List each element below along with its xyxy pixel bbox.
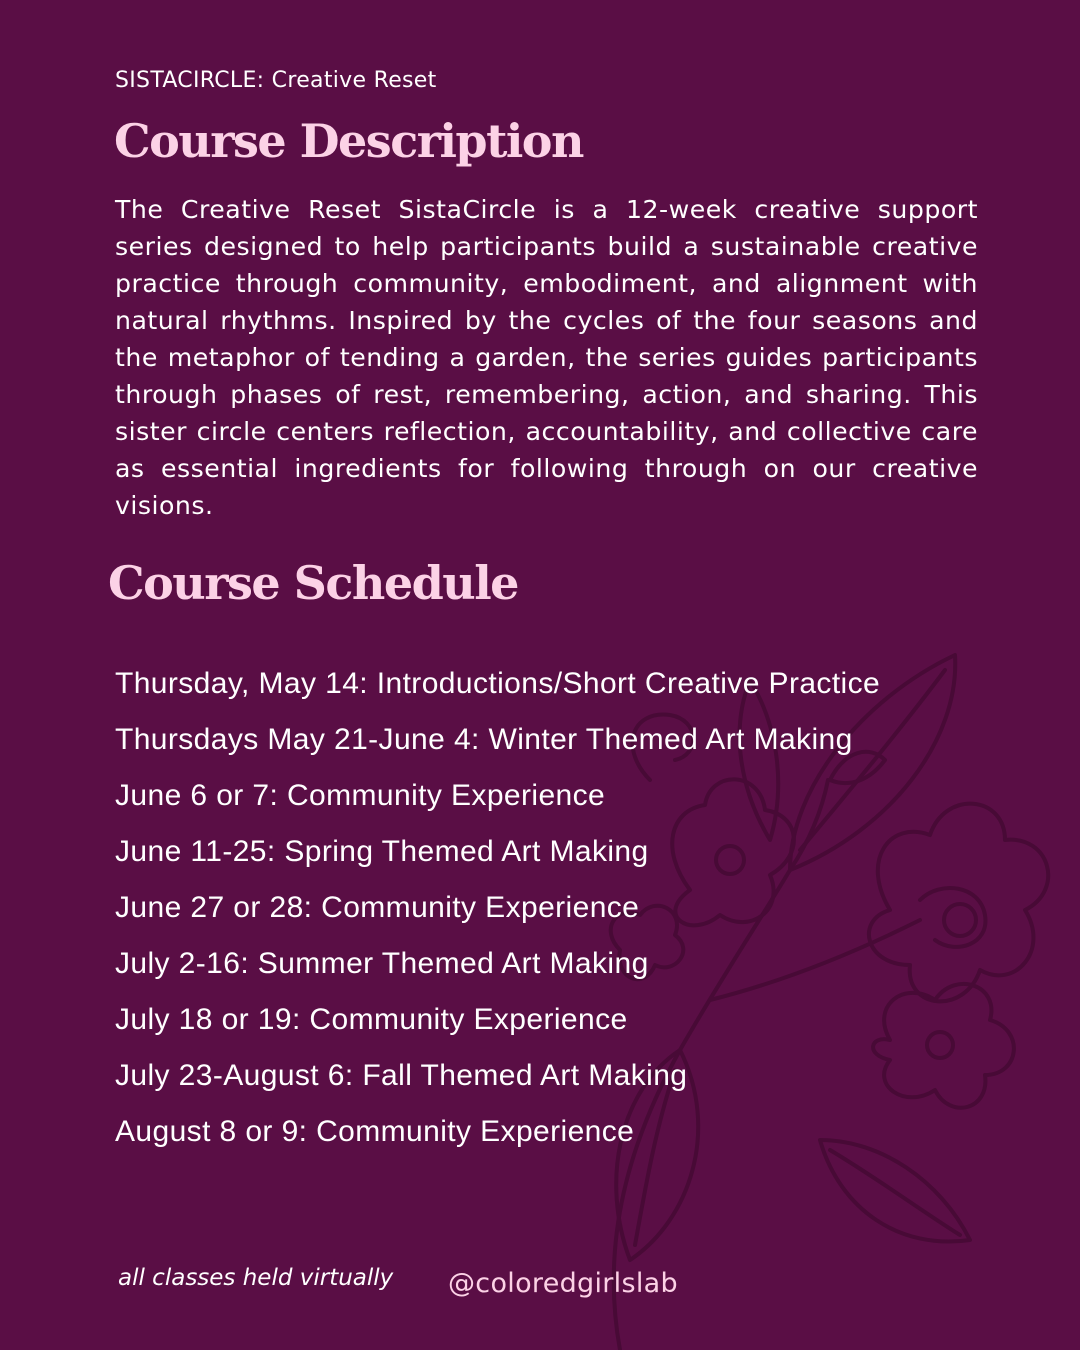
social-handle: @coloredgirlslab [448,1268,678,1299]
schedule-item: July 23-August 6: Fall Themed Art Making [115,1059,688,1092]
schedule-item: June 27 or 28: Community Experience [115,891,640,924]
schedule-item: July 2-16: Summer Themed Art Making [115,947,649,980]
schedule-item: August 8 or 9: Community Experience [115,1115,635,1148]
schedule-item: June 6 or 7: Community Experience [115,779,606,812]
virtual-classes-note: all classes held virtually [118,1265,394,1291]
course-description-title: Course Description [114,114,583,168]
schedule-item: Thursday, May 14: Introductions/Short Creative Practice [115,667,881,700]
schedule-item: June 11-25: Spring Themed Art Making [115,835,649,868]
schedule-item: Thursdays May 21-June 4: Winter Themed Art Making [115,723,853,756]
schedule-item: July 18 or 19: Community Experience [115,1003,628,1036]
course-schedule-title: Course Schedule [108,556,518,610]
schedule-list [115,656,880,1160]
series-eyebrow: SISTACIRCLE: Creative Reset [115,68,437,93]
course-description-text: The Creative Reset SistaCircle is a 12-week creative support series designed to help participants build a sustainable creative practice through community, embodiment, and alignment with natural rhythms. Inspired by the cycles of the four seasons and the metaphor of tending a garden, the series guides participants through phases of rest, remembering, action, and sharing. This sister circle centers reflection, accountability, and collective care as essential ingredients for following through on our creative visions. [115,195,978,520]
